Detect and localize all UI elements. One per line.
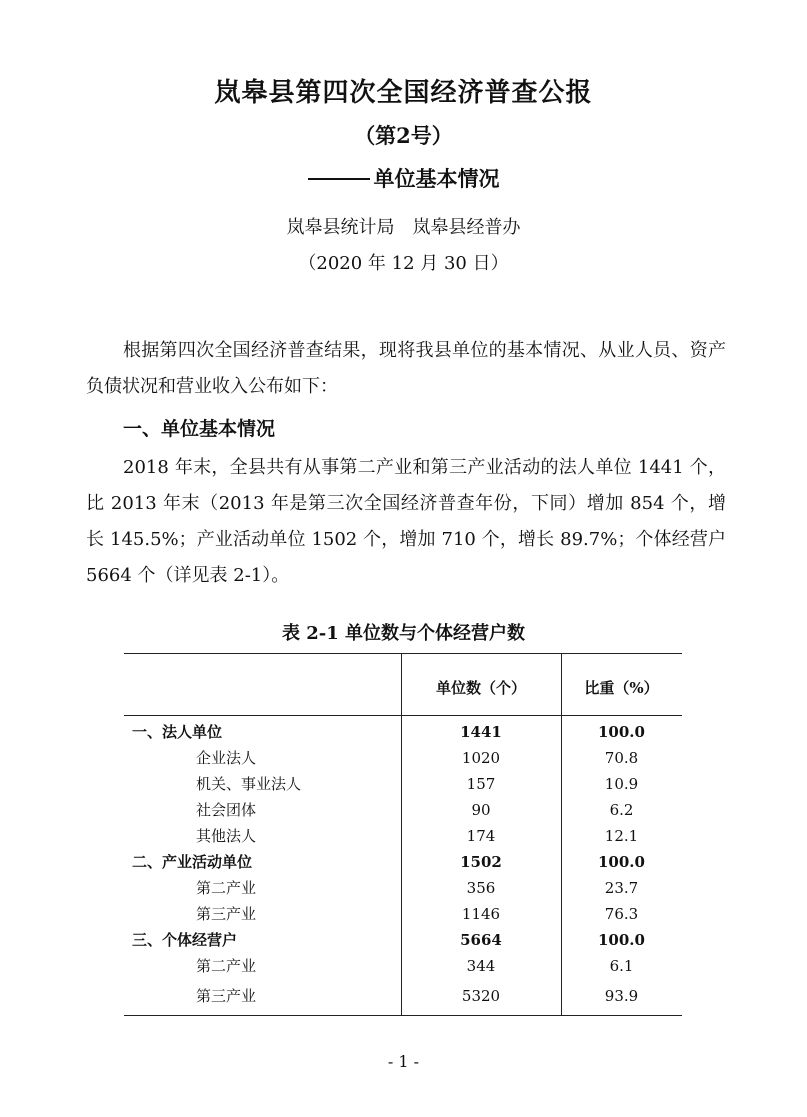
row-label: 第三产业 bbox=[196, 987, 257, 1005]
table-top-rule bbox=[124, 653, 682, 654]
section-paragraph: 2018 年末，全县共有从事第二产业和第三产业活动的法人单位 1441 个，比 2013 年末（2013 年是第三次全国经济普查年份，下同）增加 854 个，增长 145.5%；产业活动单位 1502 个，增加 710 个，增长 89.7%；个体经营户 5664 个（详见表 2-1）。 bbox=[86, 457, 726, 586]
row-count: 344 bbox=[466, 957, 496, 975]
row-count: 90 bbox=[471, 801, 491, 819]
table-header-count: 单位数（个） bbox=[435, 679, 526, 697]
table-row bbox=[124, 927, 682, 953]
row-label: 第二产业 bbox=[196, 957, 257, 975]
table-row bbox=[124, 849, 682, 875]
table-header-rule bbox=[124, 715, 682, 716]
row-share: 23.7 bbox=[604, 879, 639, 897]
row-count: 1502 bbox=[460, 853, 502, 871]
document-subtitle bbox=[0, 163, 807, 193]
row-label: 其他法人 bbox=[196, 827, 257, 845]
intro-paragraph: 根据第四次全国经济普查结果，现将我县单位的基本情况、从业人员、资产负债状况和营业收入公布如下： bbox=[86, 340, 726, 397]
row-share: 6.2 bbox=[609, 801, 634, 819]
row-share: 93.9 bbox=[604, 987, 639, 1005]
row-share: 100.0 bbox=[598, 853, 645, 871]
section-heading: 一、单位基本情况 bbox=[123, 418, 276, 440]
row-label: 第二产业 bbox=[196, 879, 257, 897]
table-header-share: 比重（%） bbox=[584, 679, 659, 697]
row-label: 企业法人 bbox=[196, 749, 257, 767]
table-caption: 表 2-1 单位数与个体经营户数 bbox=[281, 623, 526, 644]
row-count: 1441 bbox=[460, 723, 502, 741]
table-row bbox=[124, 983, 682, 1009]
row-share: 6.1 bbox=[609, 957, 634, 975]
page-number: - 1 - bbox=[387, 1052, 420, 1071]
row-share: 76.3 bbox=[604, 905, 639, 923]
table-row bbox=[124, 823, 682, 849]
bulletin-number: （第2号） bbox=[354, 123, 453, 148]
row-share: 70.8 bbox=[604, 749, 639, 767]
author-census-office: 岚皋县经普办 bbox=[412, 217, 521, 238]
row-count: 157 bbox=[466, 775, 496, 793]
row-label: 三、个体经营户 bbox=[132, 931, 238, 949]
document-title: 岚皋县第四次全国经济普查公报 bbox=[214, 78, 593, 108]
author-statistics-bureau: 岚皋县统计局 bbox=[286, 217, 395, 238]
row-label: 一、法人单位 bbox=[132, 723, 223, 741]
table-row bbox=[124, 771, 682, 797]
dash-rule bbox=[308, 178, 370, 180]
row-count: 1146 bbox=[461, 905, 501, 923]
table-row bbox=[124, 797, 682, 823]
row-label: 机关、事业法人 bbox=[196, 775, 302, 793]
table-row bbox=[124, 719, 682, 745]
row-count: 174 bbox=[466, 827, 496, 845]
issuing-authorities bbox=[0, 213, 807, 239]
row-count: 1020 bbox=[461, 749, 501, 767]
row-label: 社会团体 bbox=[196, 801, 257, 819]
table-bottom-rule bbox=[124, 1015, 682, 1016]
row-count: 5320 bbox=[461, 987, 501, 1005]
row-share: 100.0 bbox=[598, 723, 645, 741]
row-share: 100.0 bbox=[598, 931, 645, 949]
subtitle-text: 单位基本情况 bbox=[373, 166, 500, 191]
table-row bbox=[124, 875, 682, 901]
row-label: 第三产业 bbox=[196, 905, 257, 923]
row-count: 5664 bbox=[460, 931, 502, 949]
row-share: 10.9 bbox=[604, 775, 639, 793]
table-row bbox=[124, 901, 682, 927]
issue-date: （2020 年 12 月 30 日） bbox=[298, 253, 509, 274]
row-share: 12.1 bbox=[604, 827, 639, 845]
row-count: 356 bbox=[466, 879, 496, 897]
table-row bbox=[124, 953, 682, 979]
table-row bbox=[124, 745, 682, 771]
row-label: 二、产业活动单位 bbox=[132, 853, 253, 871]
